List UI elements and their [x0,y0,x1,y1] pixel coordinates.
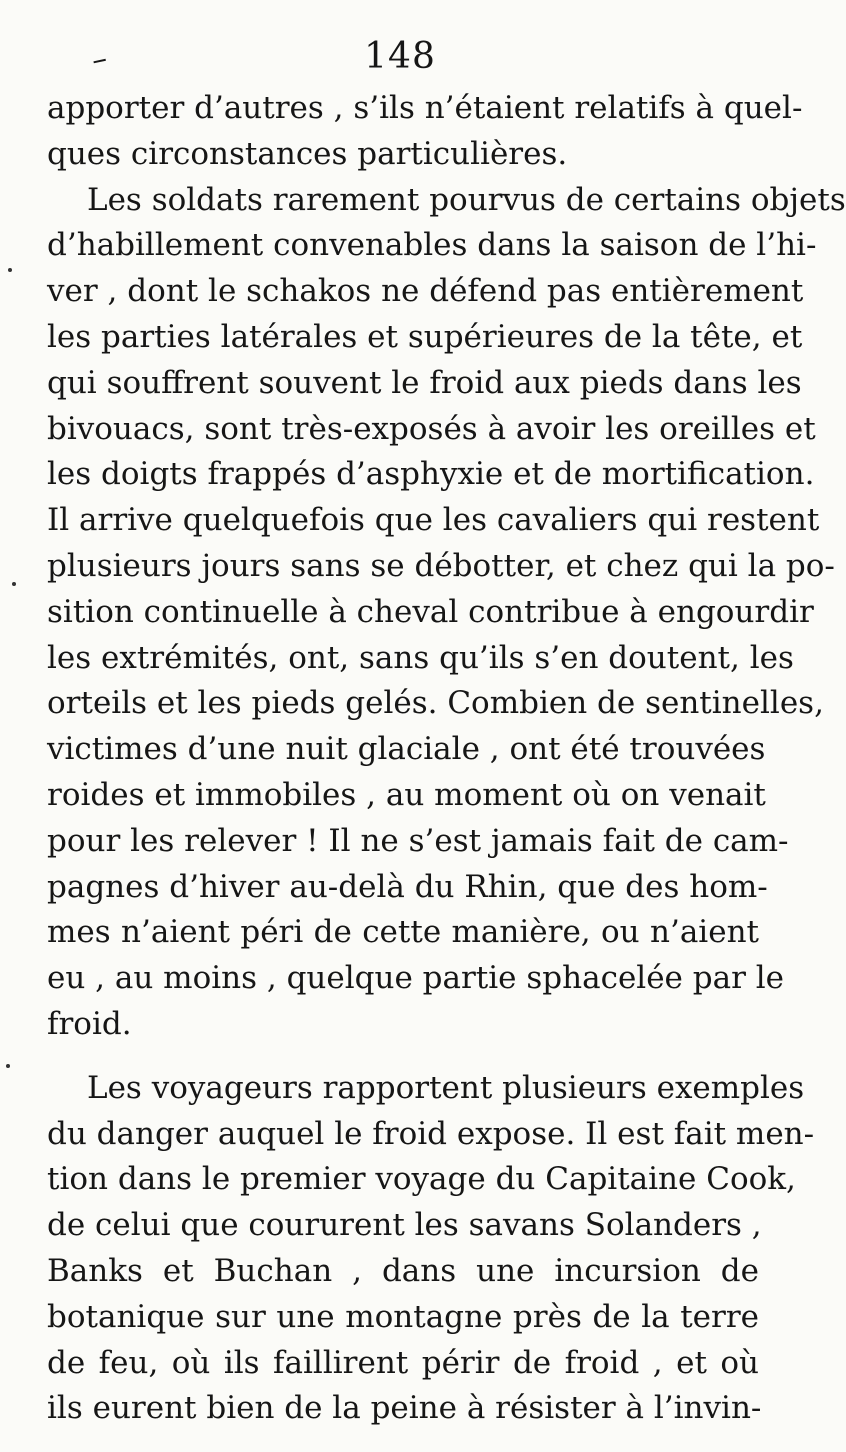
text-line: froid. [47,1005,132,1042]
text-line: les extrémités, ont, sans qu’ils s’en doutent, les [47,639,794,676]
text-line: botanique sur une montagne près de la terre [47,1298,759,1335]
text-line: roides et immobiles , au moment où on venait [47,776,766,813]
text-line: les doigts frappés d’asphyxie et de mortification. [47,456,815,493]
text-line: orteils et les pieds gelés. Combien de sentinelles, [47,685,824,722]
text-line: bivouacs, sont très-exposés à avoir les oreilles et [47,410,816,447]
text-line: tion dans le premier voyage du Capitaine Cook, [47,1161,796,1198]
text-line: Les voyageurs rapportent plusieurs exemples [87,1069,805,1106]
text-line: eu , au moins , quelque partie sphacelée par le [47,960,785,997]
text-line: victimes d’une nuit glaciale , ont été trouvées [47,731,766,768]
ink-speck [8,268,12,272]
paragraph-gap [47,1048,759,1066]
body-text [47,86,846,1432]
text-line: ver , dont le schakos ne défend pas entièrement [47,273,804,310]
text-line: pour les relever ! Il ne s’est jamais fait de cam- [47,822,789,859]
page-number: 148 [364,36,436,77]
text-line: apporter d’autres , s’ils n’étaient relatifs à quel- [47,90,803,126]
text-line: Il arrive quelquefois que les cavaliers qui restent [47,502,820,539]
text-line: du danger auquel le froid expose. Il est fait men- [47,1115,815,1152]
text-line: mes n’aient péri de cette manière, ou n’aient [47,914,759,951]
ink-speck [6,1064,10,1068]
text-line: ils eurent bien de la peine à résister à l’invin- [47,1390,762,1427]
text-line: de celui que coururent les savans Solanders , [47,1207,762,1244]
margin-mark: – [88,40,111,79]
text-line: de feu, où ils faillirent périr de froid , et où [47,1344,759,1381]
text-line: qui souffrent souvent le froid aux pieds dans les [47,364,802,401]
text-line: pagnes d’hiver au-delà du Rhin, que des hom- [47,868,768,905]
text-line: les parties latérales et supérieures de la tête, et [47,318,803,355]
text-line: sition continuelle à cheval contribue à engourdir [47,593,814,630]
text-line: d’habillement convenables dans la saison de l’hi- [47,227,817,264]
text-line: ques circonstances particulières. [47,135,568,172]
text-line: plusieurs jours sans se débotter, et chez qui la po- [47,547,835,584]
text-line: Les soldats rarement pourvus de certains objets [87,181,846,218]
ink-speck [12,582,16,586]
text-line: Banks et Buchan , dans une incursion de [47,1252,759,1289]
